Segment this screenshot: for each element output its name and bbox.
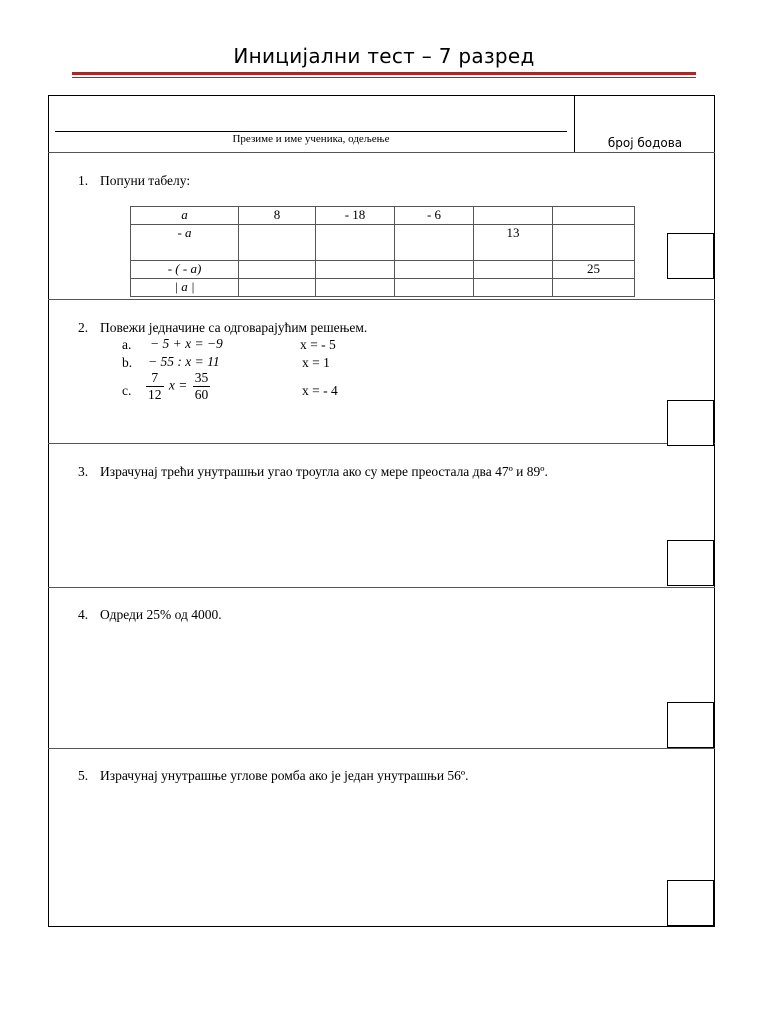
table-cell[interactable] [239,261,316,279]
table-cell: - 18 [316,207,395,225]
answer-c[interactable]: x = - 4 [302,383,338,398]
task-text: Попуни табелу: [100,173,191,188]
table-cell[interactable] [316,225,395,261]
task-1-table [130,206,635,297]
equation-letter: a. [122,337,132,352]
task-text: Повежи једначине са одговарајућим решењем. [100,320,368,335]
table-cell: 25 [553,261,635,279]
fraction-denominator: 12 [148,387,162,402]
task-3 [78,464,548,480]
title-rule-thin [72,77,696,78]
table-cell[interactable] [316,261,395,279]
task-text: Одреди 25% од 4000. [100,607,222,622]
table-cell[interactable] [553,225,635,261]
section-divider [48,299,715,300]
page-title: Иницијални тест – 7 разред [233,44,535,68]
table-cell[interactable] [474,261,553,279]
section-divider [48,587,715,588]
section-divider [48,443,715,444]
equation-c [144,370,212,403]
table-cell: - 6 [395,207,474,225]
table-cell[interactable] [395,225,474,261]
equation-letter: c. [122,383,132,398]
equation-letter: b. [122,355,133,370]
table-cell[interactable] [239,225,316,261]
name-label: Презиме и име ученика, одељење [232,133,390,145]
table-cell: | a | [131,279,239,297]
fraction-denominator: 60 [194,387,209,402]
score-box-1[interactable] [667,233,714,279]
table-cell[interactable] [239,279,316,297]
task-1 [78,173,190,189]
table-cell: 13 [474,225,553,261]
name-line[interactable] [55,131,567,132]
task-5 [78,768,468,784]
table-cell: - ( - a) [131,261,239,279]
section-divider [48,748,715,749]
task-text: Израчунај трећи унутрашњи угао троугла ако су мере преостала два 47º и 89º. [100,464,548,479]
task-text: Израчунај унутрашње углове ромба ако је један унутрашњи 56º. [100,768,469,783]
task-2 [78,320,367,336]
score-box-2[interactable] [667,400,714,446]
equation-b: − 55 : x = 11 [148,354,220,369]
table-cell[interactable] [474,279,553,297]
points-label: број бодова [607,136,683,150]
score-box-3[interactable] [667,540,714,586]
task-number: 5. [78,768,89,783]
task-number: 1. [78,173,89,188]
table-cell[interactable] [316,279,395,297]
score-box-4[interactable] [667,702,714,748]
task-number: 4. [78,607,89,622]
fraction-numerator: 7 [146,370,164,387]
table-cell[interactable] [553,279,635,297]
table-cell[interactable] [474,207,553,225]
answer-a[interactable]: x = - 5 [300,337,336,352]
equation-middle: x = [168,377,188,393]
title-rule-thick [72,72,696,75]
table-cell: 8 [239,207,316,225]
equation-a: − 5 + x = −9 [150,336,223,351]
table-cell[interactable] [395,279,474,297]
fraction-numerator: 35 [194,370,209,385]
fraction [146,370,164,403]
task-4 [78,607,222,623]
table-cell[interactable] [395,261,474,279]
score-box-5[interactable] [667,880,714,926]
task-number: 2. [78,320,89,335]
table-cell: - a [131,225,239,261]
table-cell: a [131,207,239,225]
answer-b[interactable]: x = 1 [302,355,330,370]
section-divider [48,152,715,153]
fraction [193,370,211,403]
task-number: 3. [78,464,89,479]
table-cell[interactable] [553,207,635,225]
